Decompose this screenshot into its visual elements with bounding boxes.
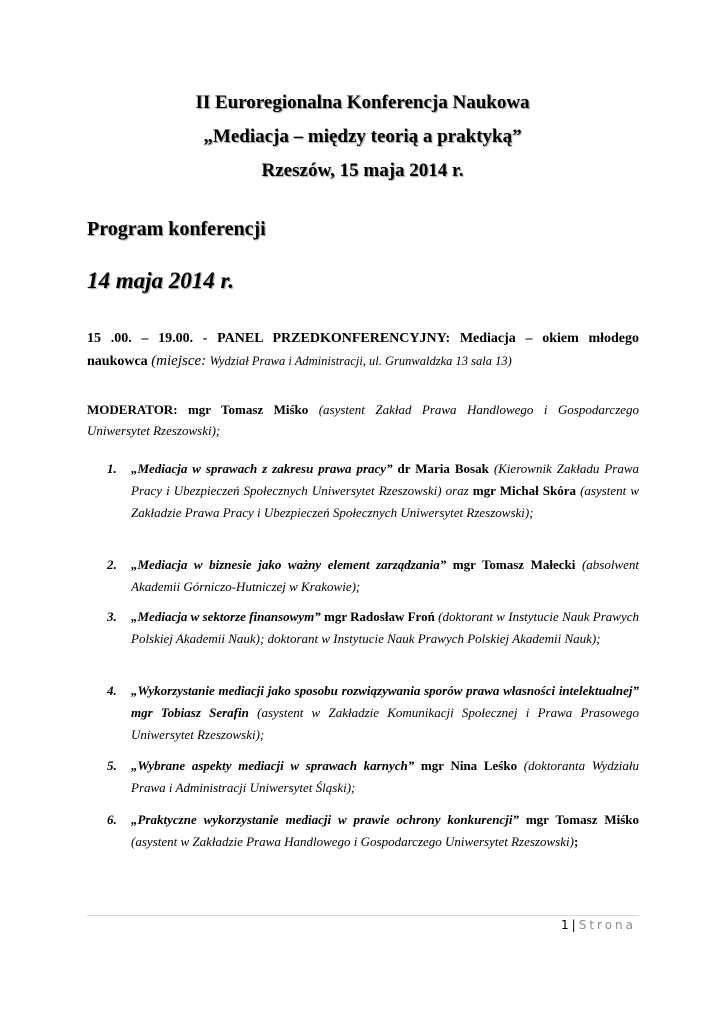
item-speaker: mgr Tomasz Miśko xyxy=(525,812,640,827)
item-title: „Wybrane aspekty mediacji w sprawach karnych” xyxy=(131,758,415,773)
conference-title-line-3: Rzeszów, 15 maja 2014 r. xyxy=(261,160,464,181)
conference-title-line-1: II Euroregionalna Konferencja Naukowa xyxy=(195,92,530,113)
footer-divider xyxy=(87,915,639,916)
item-title: „Mediacja w biznesie jako ważny element zarządzania” xyxy=(131,557,447,572)
item-description: (Kierownik Zakładu Prawa Pracy i Ubezpieczeń Społecznych Uniwersytet Rzeszowski) oraz xyxy=(131,461,640,498)
item-speaker: dr Maria Bosak xyxy=(397,461,489,476)
item-number: 4. xyxy=(107,683,117,698)
program-heading: Program konferencji xyxy=(87,218,266,240)
conference-title-line-2: „Mediacja – między teorią a praktyką” xyxy=(203,126,522,147)
page-number: 1 xyxy=(561,918,569,932)
item-speaker-2: mgr Michał Skóra xyxy=(472,483,577,498)
program-item xyxy=(87,554,639,598)
panel-location-label: (miejsce: xyxy=(151,353,207,369)
item-title: „Mediacja w sprawach z zakresu prawa pracy” xyxy=(131,461,393,476)
moderator-label: MODERATOR: xyxy=(87,402,178,417)
panel-time: 15 .00. – 19.00. - xyxy=(87,331,208,346)
footer-page-word: Strona xyxy=(578,918,636,932)
panel-session xyxy=(87,327,639,373)
item-number: 6. xyxy=(107,812,117,827)
item-description: (asystent w Zakładzie Komunikacji Społecznej i Prawa Prasowego Uniwersytet Rzeszowski); xyxy=(131,705,640,742)
item-number: 5. xyxy=(107,758,117,773)
item-description: (asystent w Zakładzie Prawa Handlowego i Gospodarczego Uniwersytet Rzeszowski) xyxy=(131,834,574,849)
item-number: 3. xyxy=(107,609,117,624)
item-description: (doktoranta Wydziału Prawa i Administracji Uniwersytet Śląski); xyxy=(131,758,640,795)
item-speaker: mgr Nina Leśko xyxy=(420,758,518,773)
item-speaker: mgr Tomasz Małecki xyxy=(452,557,576,572)
item-title: „Wykorzystanie mediacji jako sposobu rozwiązywania sporów prawa własności intelektualnej” mgr Tobiasz Serafin xyxy=(131,683,639,720)
moderator-description: (asystent Zakład Prawa Handlowego i Gospodarczego Uniwersytet Rzeszowski); xyxy=(87,402,640,438)
page-footer xyxy=(561,918,636,932)
moderator-name: mgr Tomasz Miśko xyxy=(187,402,309,417)
footer-separator: | xyxy=(571,918,576,932)
item-title: „Praktyczne wykorzystanie mediacji w prawie ochrony konkurencji” xyxy=(131,812,519,827)
item-description: (doktorant w Instytucie Nauk Prawych Polskiej Akademii Nauk); doktorant w Instytucie Nauk Prawych Polskiej Akademii Nauk); xyxy=(131,609,640,646)
panel-title: PANEL PRZEDKONFERENCYJNY: Mediacja – okiem młodego naukowca xyxy=(87,331,639,369)
item-description-2: (asystent w Zakładzie Prawa Pracy i Ubezpieczeń Społecznych Uniwersytet Rzeszowski); xyxy=(131,483,640,520)
item-title: „Mediacja w sektorze finansowym” xyxy=(131,609,321,624)
moderator-line xyxy=(87,399,639,441)
program-item xyxy=(87,458,639,524)
item-number: 2. xyxy=(107,557,117,572)
item-number: 1. xyxy=(107,461,117,476)
item-tail: ; xyxy=(573,834,579,849)
program-item xyxy=(87,680,639,746)
program-item xyxy=(87,809,639,853)
date-heading: 14 maja 2014 r. xyxy=(87,268,234,293)
panel-location: Wydział Prawa i Administracji, ul. Grunwaldzka 13 sala 13) xyxy=(209,354,512,368)
program-item xyxy=(87,755,639,799)
item-speaker: mgr Radosław Froń xyxy=(324,609,435,624)
program-item xyxy=(87,606,639,650)
conference-title xyxy=(60,86,665,188)
item-description: (absolwent Akademii Górniczo-Hutniczej w Krakowie); xyxy=(131,557,640,594)
